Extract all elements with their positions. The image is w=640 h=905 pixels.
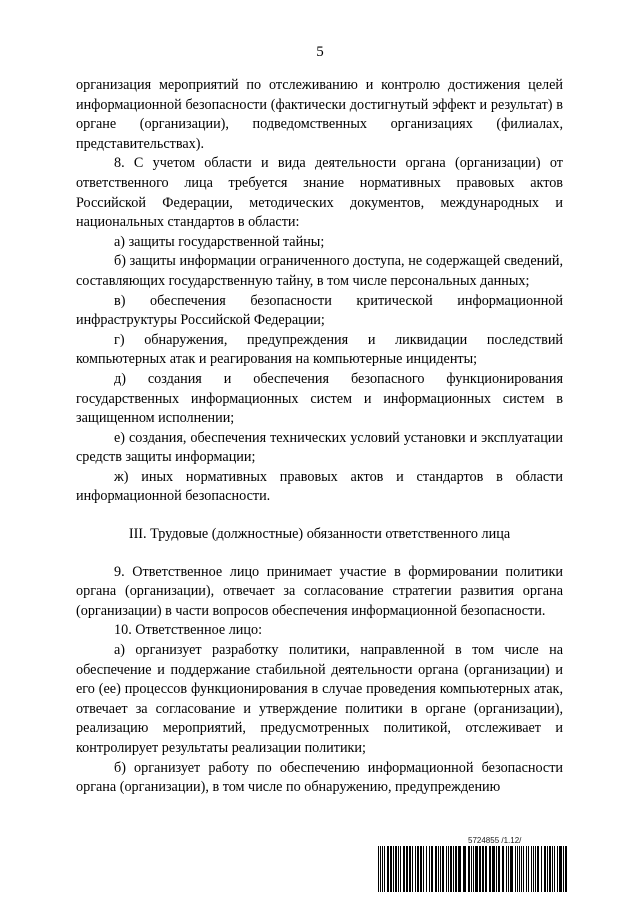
paragraph-10-b: б) организует работу по обеспечению информационной безопасности органа (организации), в том числе по обнаружению, предупреждению	[76, 759, 563, 796]
barcode	[378, 836, 570, 896]
paragraph-8: 8. С учетом области и вида деятельности органа (организации) от ответственного лица требуется знание нормативных правовых актов Российской Федерации, методических документов, международных и национальных стандартов в области:	[76, 155, 563, 231]
section-heading: III. Трудовые (должностные) обязанности ответственного лица	[128, 526, 511, 543]
paragraph-continuation: организация мероприятий по отслеживанию и контролю достижения целей информационной безопасности (фактически достигнутый эффект и результат) в органе (организации), подведомственных организациях (филиалах, представительствах).	[76, 77, 563, 152]
list-item-a: а) защиты государственной тайны;	[114, 233, 325, 250]
list-item-v: в) обеспечения безопасности критической информационной инфраструктуры Российской Федерации;	[76, 292, 563, 329]
list-item-e: е) создания, обеспечения технических условий установки и эксплуатации средств защиты информации;	[76, 429, 563, 466]
document-body	[76, 76, 563, 798]
paragraph-10-a: а) организует разработку политики, направленной в том числе на обеспечение и поддержание стабильной деятельности органа (организации) и его (ее) процессов функционирования в случае проведения компьютерных атак, отвечает за согласование и утверждение политики в органе (организации), реализацию мероприятий, предусмотренных политикой, отслеживает и контролирует результаты реализации политики;	[76, 642, 563, 756]
list-item-b: б) защиты информации ограниченного доступа, не содержащей сведений, составляющих государственную тайну, в том числе персональных данных;	[76, 253, 563, 289]
barcode-icon	[378, 846, 570, 892]
page-number: 5	[316, 44, 324, 60]
list-item-g: г) обнаружения, предупреждения и ликвидации последствий компьютерных атак и реагирования на компьютерные инциденты;	[76, 331, 563, 368]
list-item-zh: ж) иных нормативных правовых актов и стандартов в области информационной безопасности.	[76, 468, 563, 505]
paragraph-10: 10. Ответственное лицо:	[114, 622, 263, 639]
barcode-number: 5724855 /1.12/	[468, 836, 522, 845]
paragraph-9: 9. Ответственное лицо принимает участие в формировании политики органа (организации), отвечает за согласование стратегии развития органа (организации) в части вопросов обеспечения информационной безопасности.	[76, 563, 563, 619]
list-item-d: д) создания и обеспечения безопасного функционирования государственных информационных систем и информационных систем в защищенном исполнении;	[76, 370, 563, 427]
